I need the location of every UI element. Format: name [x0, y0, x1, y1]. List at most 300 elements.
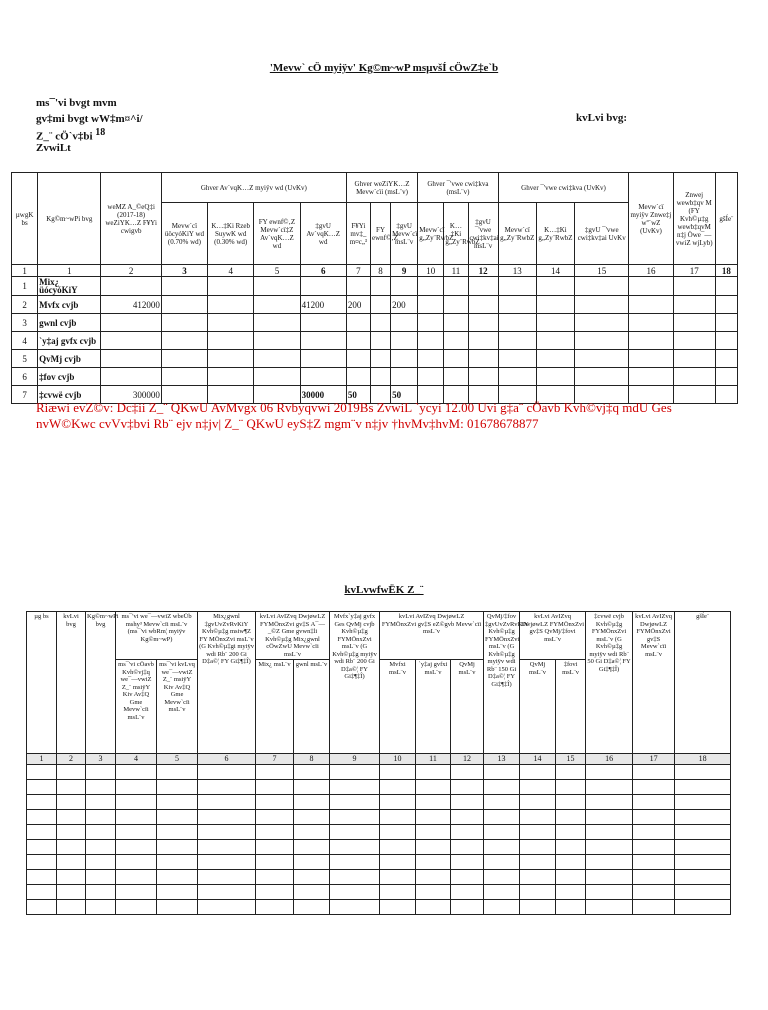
t2-column-number: 8	[294, 754, 330, 765]
t2-subheader: gwnl msL¨v	[294, 660, 330, 754]
t2-table-cell	[380, 899, 416, 914]
table-cell	[575, 350, 629, 368]
t2-table-cell	[294, 884, 330, 899]
t2-table-cell	[330, 824, 380, 839]
t2-table-cell	[86, 839, 116, 854]
row-livestock-count	[346, 350, 370, 368]
table-cell	[370, 368, 390, 386]
t2-subheader: QvMj msL¨v	[520, 660, 556, 754]
t2-table-cell	[116, 824, 157, 839]
t2-table-cell	[633, 839, 675, 854]
table-cell	[254, 332, 300, 350]
t2-header: gšÍe¨	[675, 612, 731, 754]
row-total-fee: 41200	[300, 296, 346, 314]
column-number: 6	[300, 265, 346, 277]
t2-table-cell	[116, 779, 157, 794]
t2-table-cell	[57, 869, 86, 884]
t2-table-cell	[157, 809, 198, 824]
row-livestock-count	[346, 332, 370, 350]
t2-header: kvLvi AvIZvq DwjøwLZ FYMÖnxZvi gv‡S QvMj/‡fovi msL¨v	[520, 612, 586, 660]
t2-table-cell	[380, 824, 416, 839]
t2-table-cell	[198, 884, 256, 899]
t2-table-cell	[27, 869, 57, 884]
t2-subheader: ‡fovi msL¨v	[556, 660, 586, 754]
t2-table-cell	[86, 794, 116, 809]
t2-table-cell	[380, 884, 416, 899]
t2-table-cell	[556, 764, 586, 779]
t2-table-cell	[27, 779, 57, 794]
table-cell	[468, 332, 498, 350]
table-cell	[161, 314, 207, 332]
table-cell	[673, 314, 715, 332]
t2-table-cell	[586, 779, 633, 794]
section-title: kvLvwfwËK Z_¨	[344, 584, 424, 596]
t2-table-cell	[586, 899, 633, 914]
t2-table-cell	[330, 809, 380, 824]
table-cell	[444, 368, 468, 386]
t2-table-cell	[484, 779, 520, 794]
t2-table-cell	[256, 839, 294, 854]
column-number: 14	[536, 265, 574, 277]
t2-table-cell	[27, 899, 57, 914]
t2-table-cell	[633, 779, 675, 794]
t2-table-cell	[157, 824, 198, 839]
t2-table-cell	[380, 794, 416, 809]
row-loan-amount: 300000	[101, 386, 161, 404]
t2-table-cell	[256, 794, 294, 809]
t2-column-number: 3	[86, 754, 116, 765]
table-cell	[536, 332, 574, 350]
t2-table-cell	[633, 824, 675, 839]
table-cell	[418, 277, 444, 296]
t2-table-cell	[57, 884, 86, 899]
t2-column-number: 14	[520, 754, 556, 765]
t2-table-cell	[86, 884, 116, 899]
table-cell	[673, 368, 715, 386]
t2-table-cell	[556, 794, 586, 809]
t2-table-cell	[633, 884, 675, 899]
sub-header: ‡gvU Av`vqK…Z wd	[300, 203, 346, 265]
table-cell	[254, 296, 300, 314]
t2-table-cell	[520, 764, 556, 779]
column-number-row	[12, 265, 738, 277]
t2-table-cell	[294, 809, 330, 824]
col-balance-header: Znwej wewb‡qv M (FY Kvh©µ‡g wewb‡qvM n‡j Öwe¯—vwiZ wjLyb)	[673, 173, 715, 265]
col-insured-header: Mevw`cï myiÿv Znwe‡j wº`wZ (UvKv)	[629, 173, 673, 265]
column-number: 17	[673, 265, 715, 277]
t2-table-cell	[157, 839, 198, 854]
t2-table-cell	[198, 794, 256, 809]
t2-table-cell	[633, 899, 675, 914]
t2-table-row	[27, 794, 731, 809]
row-livestock-count	[346, 314, 370, 332]
t2-column-number: 2	[57, 754, 86, 765]
table-cell	[575, 296, 629, 314]
row-program-name: `y‡aj gvfx cvjb	[38, 332, 101, 350]
t2-table-cell	[520, 869, 556, 884]
t2-table-cell	[157, 854, 198, 869]
t2-table-cell	[380, 839, 416, 854]
sub-header: K…‡Ki g„Zy¨RwbZ	[444, 203, 468, 265]
t2-column-number: 11	[416, 754, 451, 765]
t2-table-cell	[116, 899, 157, 914]
row-total-livestock	[391, 350, 418, 368]
t2-table-cell	[451, 869, 484, 884]
table-cell	[575, 314, 629, 332]
t2-table-cell	[633, 809, 675, 824]
table-row	[12, 296, 738, 314]
row-serial: 5	[12, 350, 38, 368]
t2-table-cell	[330, 779, 380, 794]
col-serial-header: µwgK bs	[12, 173, 38, 265]
t2-table-cell	[27, 809, 57, 824]
table-cell	[536, 368, 574, 386]
t2-header: kvLvi AvIZvq DwjøwLZ FYMÖnxZvi gv‡S Mevw`cïi msL¨v	[633, 612, 675, 754]
t2-table-cell	[294, 854, 330, 869]
t2-table-cell	[198, 824, 256, 839]
t2-subheader: Mix¿ msL¨v	[256, 660, 294, 754]
row-loan-amount	[101, 332, 161, 350]
table-cell	[444, 332, 468, 350]
table-cell	[254, 368, 300, 386]
row-total-fee: 30000	[300, 386, 346, 404]
table-row	[12, 277, 738, 296]
col-remarks-header: gšÍe¨	[715, 173, 737, 265]
table-row	[12, 332, 738, 350]
sub-header: FY ewnf©‚Z	[370, 203, 390, 265]
sub-header: K…‡Ki Rzeb SuywK wd (0.30% wd)	[208, 203, 254, 265]
column-number: 13	[498, 265, 536, 277]
t2-table-cell	[586, 824, 633, 839]
t2-table-cell	[116, 884, 157, 899]
row-loan-amount: 412000	[101, 296, 161, 314]
t2-table-cell	[294, 869, 330, 884]
t2-table-cell	[633, 764, 675, 779]
t2-table-cell	[157, 884, 198, 899]
t2-table-row	[27, 824, 731, 839]
t2-subheader: QvMj msL¨v	[451, 660, 484, 754]
t2-table-cell	[416, 779, 451, 794]
t2-header: Mix¿gwnl ‡gvUvZvRvKiY Kvh©µ‡g msiw¶Z FY MÖnxZvi msL¨v (G Kvh©µ‡gi myiÿv wdi Rb¨ 200 Gi D‡a©¦ FY Gi‡¶‡Î)	[198, 612, 256, 754]
t2-table-cell	[484, 884, 520, 899]
t2-table-cell	[330, 794, 380, 809]
t2-table-cell	[116, 854, 157, 869]
t2-header: µg bs	[27, 612, 57, 754]
t2-table-cell	[380, 809, 416, 824]
t2-table-cell	[198, 764, 256, 779]
row-serial: 1	[12, 277, 38, 296]
group-claims-count-header: Ghver ¯'vwe cwi‡kva (msL¨v)	[418, 173, 498, 203]
table-cell	[370, 350, 390, 368]
t2-column-number: 6	[198, 754, 256, 765]
t2-table-cell	[256, 779, 294, 794]
group-claims-amount-header: Ghver ¯'vwe cwi‡kva (UvKv)	[498, 173, 629, 203]
t2-table-cell	[294, 764, 330, 779]
sub-header: Mevw`cï g„Zy¨RwbZ	[418, 203, 444, 265]
column-number: 2	[101, 265, 161, 277]
t2-table-cell	[256, 869, 294, 884]
sub-header: Mevw`cï üöcyóKiY wd (0.70% wd)	[161, 203, 207, 265]
t2-table-cell	[294, 779, 330, 794]
group-fee-header: Ghver Av`vqK…Z myiÿv wd (UvKv)	[161, 173, 346, 203]
t2-table-cell	[675, 869, 731, 884]
row-total-fee	[300, 332, 346, 350]
t2-table-cell	[294, 839, 330, 854]
t2-table-cell	[27, 794, 57, 809]
t2-table-cell	[484, 869, 520, 884]
t2-subheader: `y‡aj gvfxi msL¨v	[416, 660, 451, 754]
t2-table-cell	[198, 899, 256, 914]
t2-table-row	[27, 809, 731, 824]
column-number: 16	[629, 265, 673, 277]
col-program-header: Kg©m~wPi bvg	[38, 173, 101, 265]
table-cell	[498, 277, 536, 296]
t2-table-cell	[451, 779, 484, 794]
row-serial: 3	[12, 314, 38, 332]
t2-table-cell	[520, 854, 556, 869]
t2-table-cell	[294, 824, 330, 839]
t2-table-cell	[633, 854, 675, 869]
t2-table-cell	[57, 899, 86, 914]
t2-table-cell	[294, 794, 330, 809]
table-cell	[715, 368, 737, 386]
t2-table-cell	[330, 839, 380, 854]
t2-table-cell	[86, 869, 116, 884]
t2-table-cell	[556, 779, 586, 794]
t2-table-cell	[586, 869, 633, 884]
t2-table-cell	[86, 809, 116, 824]
t2-header: QvMj/‡fov ‡gvUvZvRvKiY Kvh©µ‡g FYMÖnxZvi msL¨v (G Kvh©µ‡g myiÿv wdi Rb¨ 150 Gi D‡a©¦ FY Gi‡¶‡Î)	[484, 612, 520, 754]
t2-table-cell	[86, 824, 116, 839]
t2-table-cell	[675, 809, 731, 824]
row-total-fee	[300, 350, 346, 368]
t2-table-cell	[57, 854, 86, 869]
row-total-fee	[300, 368, 346, 386]
table-cell	[161, 332, 207, 350]
sub-header: K…‡Ki g„Zy¨RwbZ	[536, 203, 574, 265]
t2-number-row	[27, 754, 731, 765]
table-cell	[629, 296, 673, 314]
office-name-line: ms¯'vi bvgt mvm	[36, 97, 117, 109]
column-number: 1	[12, 265, 38, 277]
table-cell	[418, 296, 444, 314]
t2-table-cell	[586, 764, 633, 779]
table-cell	[444, 314, 468, 332]
sub-header: ‡gvU Mevw`cï msL¨v	[391, 203, 418, 265]
t2-table-cell	[451, 899, 484, 914]
t2-table-cell	[520, 884, 556, 899]
row-program-name: Mix¿ üócyóKiY	[38, 277, 101, 296]
t2-table-cell	[27, 884, 57, 899]
notice-text: Riæwi evZ©v: Dc‡ii Z_¨ QKwU AvMvgx 06 Rvbyqvwi 2019Bs ZvwiL `ycyi 12.00 Uvi g‡a¨ cÖavb Kvh©vj‡q mdU Ges nvW©Kwc cvVv‡bvi Rb¨ ejv n‡jv| Z_¨ QKwU eyS‡Z mgm¨v n‡jv †hvMv‡hvM: 01678678877	[36, 400, 672, 431]
t2-table-cell	[86, 854, 116, 869]
t2-table-cell	[198, 869, 256, 884]
t2-table-cell	[520, 809, 556, 824]
t2-table-cell	[675, 794, 731, 809]
row-program-name: gwnl cvjb	[38, 314, 101, 332]
t2-table-cell	[27, 854, 57, 869]
row-program-name: ‡cvwë cvjb	[38, 386, 101, 404]
table-cell	[715, 350, 737, 368]
t2-header: kvLvi AvIZvq DwjøwLZ FYMÖnxZvi gv‡S A¯—_©Z Gme gvwn‡li Kvh©µ‡g Mix¿gwnl cÖwZwU Mevw`cïi msL¨v	[256, 612, 330, 660]
table-cell	[536, 314, 574, 332]
t2-header: ms¯'vi we¯—vwiZ wbeÜb mshy³ Mevw`cïi msL¨v (ms¯'vi wbRm¦ myiÿv Kg©m~wP)	[116, 612, 198, 660]
row-program-name: QvMj cvjb	[38, 350, 101, 368]
row-livestock-count: 50	[346, 386, 370, 404]
t2-table-cell	[86, 779, 116, 794]
column-number: 12	[468, 265, 498, 277]
table-cell	[468, 350, 498, 368]
row-livestock-count	[346, 277, 370, 296]
table-cell	[575, 277, 629, 296]
table-cell	[161, 296, 207, 314]
row-total-livestock	[391, 368, 418, 386]
t2-table-cell	[484, 824, 520, 839]
t2-table-cell	[116, 764, 157, 779]
t2-table-cell	[675, 884, 731, 899]
t2-table-cell	[198, 809, 256, 824]
t2-table-cell	[520, 824, 556, 839]
column-number: 9	[391, 265, 418, 277]
t2-table-cell	[556, 869, 586, 884]
t2-table-cell	[451, 854, 484, 869]
table-cell	[468, 296, 498, 314]
t2-table-cell	[675, 824, 731, 839]
t2-table-cell	[57, 794, 86, 809]
table-cell	[370, 332, 390, 350]
table-cell	[673, 350, 715, 368]
t2-table-cell	[380, 764, 416, 779]
table-cell	[468, 368, 498, 386]
t2-table-cell	[294, 899, 330, 914]
table-cell	[161, 277, 207, 296]
table-cell	[418, 368, 444, 386]
t2-column-number: 16	[586, 754, 633, 765]
row-total-livestock	[391, 277, 418, 296]
t2-table-cell	[256, 854, 294, 869]
t2-table-cell	[330, 854, 380, 869]
t2-subheader: ms¯'vi cÖavb Kvh©vj‡q we¯—vwiZ Z_¨ msiÿY Kiv Av‡Q Gme Mevw`cïi msL¨v	[116, 660, 157, 754]
t2-table-cell	[451, 824, 484, 839]
t2-header: ‡cvwë cvjb Kvh©µ‡g FYMÖnxZvi msL¨v (G Kvh©µ‡g myiÿv wdi Rb¨ 50 Gi D‡a©¦ FY Gi‡¶‡Î)	[586, 612, 633, 754]
t2-table-cell	[330, 869, 380, 884]
row-total-livestock: 200	[391, 296, 418, 314]
table-cell	[418, 314, 444, 332]
t2-table-row	[27, 869, 731, 884]
t2-table-cell	[416, 824, 451, 839]
table-row	[12, 314, 738, 332]
table-cell	[444, 350, 468, 368]
group-livestock-header: Ghver weZiYK…Z Mevw`cïi (msL¨v)	[346, 173, 417, 203]
table-cell	[536, 277, 574, 296]
t2-column-number: 5	[157, 754, 198, 765]
t2-table-cell	[57, 839, 86, 854]
table-cell	[629, 277, 673, 296]
t2-table-cell	[330, 764, 380, 779]
table-cell	[715, 332, 737, 350]
row-livestock-count: 200	[346, 296, 370, 314]
table-cell	[468, 277, 498, 296]
sub-header: ‡gvU ¯'vwe cwi‡kv‡ai msL¨v	[468, 203, 498, 265]
t2-table-cell	[116, 794, 157, 809]
table-cell	[575, 368, 629, 386]
t2-table-cell	[556, 884, 586, 899]
t2-column-number: 17	[633, 754, 675, 765]
t2-table-cell	[556, 839, 586, 854]
t2-table-cell	[330, 899, 380, 914]
t2-table-row	[27, 854, 731, 869]
column-number: 3	[161, 265, 207, 277]
table-cell	[370, 277, 390, 296]
table-cell	[536, 296, 574, 314]
t2-table-cell	[451, 839, 484, 854]
row-total-livestock	[391, 332, 418, 350]
t2-table-cell	[116, 869, 157, 884]
date-label: Z_¨ cÖ`v‡bi	[36, 130, 93, 143]
t2-table-cell	[675, 899, 731, 914]
t2-table-cell	[520, 779, 556, 794]
t2-table-cell	[380, 779, 416, 794]
t2-table-cell	[586, 884, 633, 899]
t2-table-cell	[330, 884, 380, 899]
table-cell	[254, 277, 300, 296]
t2-table-cell	[520, 794, 556, 809]
sub-header: FY ewnf©‚Z Mevw`cï‡Z Av`vqK…Z wd	[254, 203, 300, 265]
t2-table-row	[27, 764, 731, 779]
t2-table-cell	[116, 809, 157, 824]
t2-table-cell	[57, 809, 86, 824]
t2-column-number: 13	[484, 754, 520, 765]
t2-header: kvLvi AvIZvq DwjøwLZ FYMÖnxZvi gv‡S eZ©gvb Mevw`cïi msL¨v	[380, 612, 484, 660]
row-loan-amount	[101, 350, 161, 368]
t2-table-cell	[451, 764, 484, 779]
row-total-fee	[300, 314, 346, 332]
table-cell	[418, 350, 444, 368]
t2-column-number: 12	[451, 754, 484, 765]
row-program-name: Mvfx cvjb	[38, 296, 101, 314]
table-cell	[208, 332, 254, 350]
t2-table-cell	[198, 854, 256, 869]
t2-table-cell	[675, 764, 731, 779]
t2-column-number: 18	[675, 754, 731, 765]
t2-header: Mvfx`y‡aj gvfx Ges QvMj cvjb Kvh©µ‡g FYMÖnxZvi msL¨v (G Kvh©µ‡g myiÿv wdi Rb¨ 200 Gi D‡a©¦ FY Gi‡¶‡Î)	[330, 612, 380, 754]
t2-table-cell	[57, 824, 86, 839]
t2-table-cell	[556, 809, 586, 824]
t2-table-cell	[484, 809, 520, 824]
t2-table-cell	[27, 824, 57, 839]
t2-table-cell	[116, 839, 157, 854]
table-cell	[673, 332, 715, 350]
t2-table-cell	[256, 809, 294, 824]
table-cell	[498, 296, 536, 314]
t2-table-cell	[520, 839, 556, 854]
summary-table	[11, 172, 738, 404]
table-cell	[715, 277, 737, 296]
column-number: 5	[254, 265, 300, 277]
t2-table-row	[27, 839, 731, 854]
t2-table-cell	[380, 854, 416, 869]
t2-table-cell	[198, 779, 256, 794]
col-loan-header: weMZ A_©eQ‡i (2017-18) weZiYK…Z F¥Yi cwigvb	[101, 173, 161, 265]
table-cell	[498, 350, 536, 368]
table-cell	[629, 368, 673, 386]
date-number: 18	[95, 127, 106, 138]
t2-table-cell	[256, 764, 294, 779]
table-cell	[161, 368, 207, 386]
row-loan-amount	[101, 314, 161, 332]
table-cell	[498, 314, 536, 332]
t2-table-cell	[416, 809, 451, 824]
